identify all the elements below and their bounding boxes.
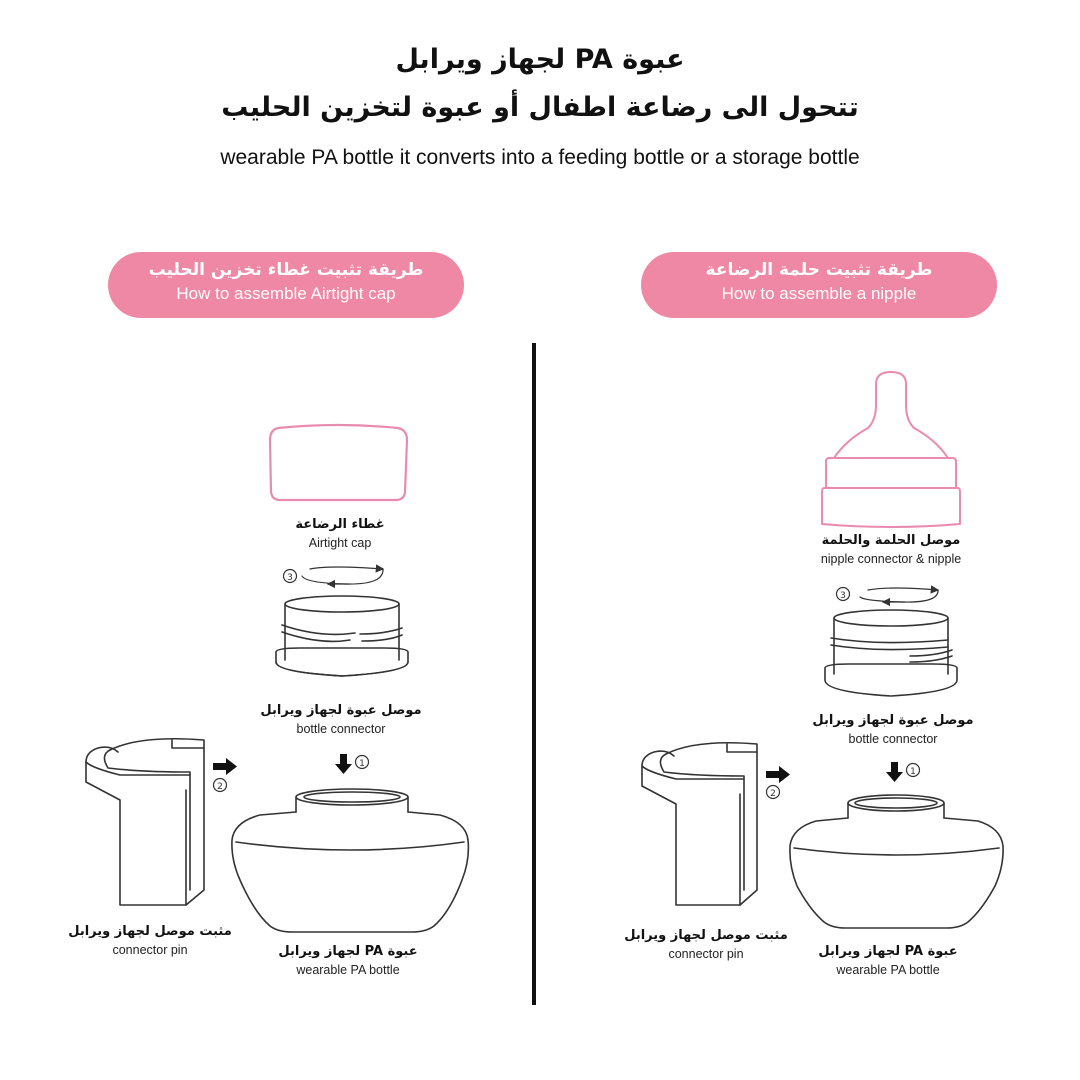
step-3-number-right: 3 [840,591,846,601]
label-airtight-cap [220,517,460,550]
pa-bottle-drawing-left [232,789,469,932]
label-airtight-cap-en: Airtight cap [308,536,372,550]
connector-pin-drawing-right [642,743,757,905]
label-pa-bottle-right-ar: عبوة PA لجهاز ويرابل [818,944,958,959]
right-heading-arabic: طريقة تثبيت حلمة الرضاعة [705,260,933,280]
label-bottle-connector-left-en: bottle connector [296,722,386,736]
label-pa-bottle-right [768,944,1008,977]
label-nipple [771,533,1011,566]
arrow-down-left [335,754,369,774]
label-bottle-connector-left [221,703,461,736]
title-arabic-line1: عبوة PA لجهاز ويرابل [395,44,685,75]
step-1-number-left: 1 [359,759,365,769]
bottle-connector-drawing-right [825,610,957,696]
label-airtight-cap-ar: غطاء الرضاعة [295,517,385,532]
label-connector-pin-right-ar: مثبت موصل لجهاز ويرابل [624,928,788,943]
step-2-number-right: 2 [770,789,776,799]
left-heading-english: How to assemble Airtight cap [176,284,396,303]
nipple-drawing [822,372,960,527]
arrow-right-left [213,758,237,792]
step-2-number-left: 2 [217,782,223,792]
label-connector-pin-left-ar: مثبت موصل لجهاز ويرابل [68,924,232,939]
label-connector-pin-left-en: connector pin [112,943,188,957]
left-heading-arabic: طريقة تثبيت غطاء تخزين الحليب [148,260,424,280]
rotate-arrows-right [860,588,938,602]
label-bottle-connector-right-en: bottle connector [848,732,938,746]
step-3-number-left: 3 [287,573,293,583]
pa-bottle-drawing-right [790,795,1003,928]
label-bottle-connector-right [773,713,1013,746]
label-pa-bottle-left [228,944,468,977]
airtight-cap-drawing [270,425,407,500]
title-arabic-line2: تتحول الى رضاعة اطفال أو عبوة لتخزين الحليب [221,92,859,123]
right-heading-english: How to assemble a nipple [721,284,917,303]
label-nipple-en: nipple connector & nipple [820,552,962,566]
connector-pin-drawing-left [86,739,204,905]
step-3-badge-right [837,588,850,602]
label-pa-bottle-left-en: wearable PA bottle [296,963,400,977]
label-connector-pin-right-en: connector pin [668,947,744,961]
rotate-arrows-left [302,567,383,584]
bottle-connector-drawing-left [276,596,408,676]
label-bottle-connector-right-ar: موصل عبوة لجهاز ويرابل [812,713,974,728]
arrow-right-right [766,766,790,799]
title-english: wearable PA bottle it converts into a feeding bottle or a storage bottle [220,146,860,169]
label-bottle-connector-left-ar: موصل عبوة لجهاز ويرابل [260,703,422,718]
step-3-badge-left [284,570,297,584]
label-nipple-ar: موصل الحلمة والحلمة [821,533,961,548]
arrow-down-right [886,762,920,782]
step-1-number-right: 1 [910,767,916,777]
label-pa-bottle-left-ar: عبوة PA لجهاز ويرابل [278,944,418,959]
label-pa-bottle-right-en: wearable PA bottle [836,963,940,977]
